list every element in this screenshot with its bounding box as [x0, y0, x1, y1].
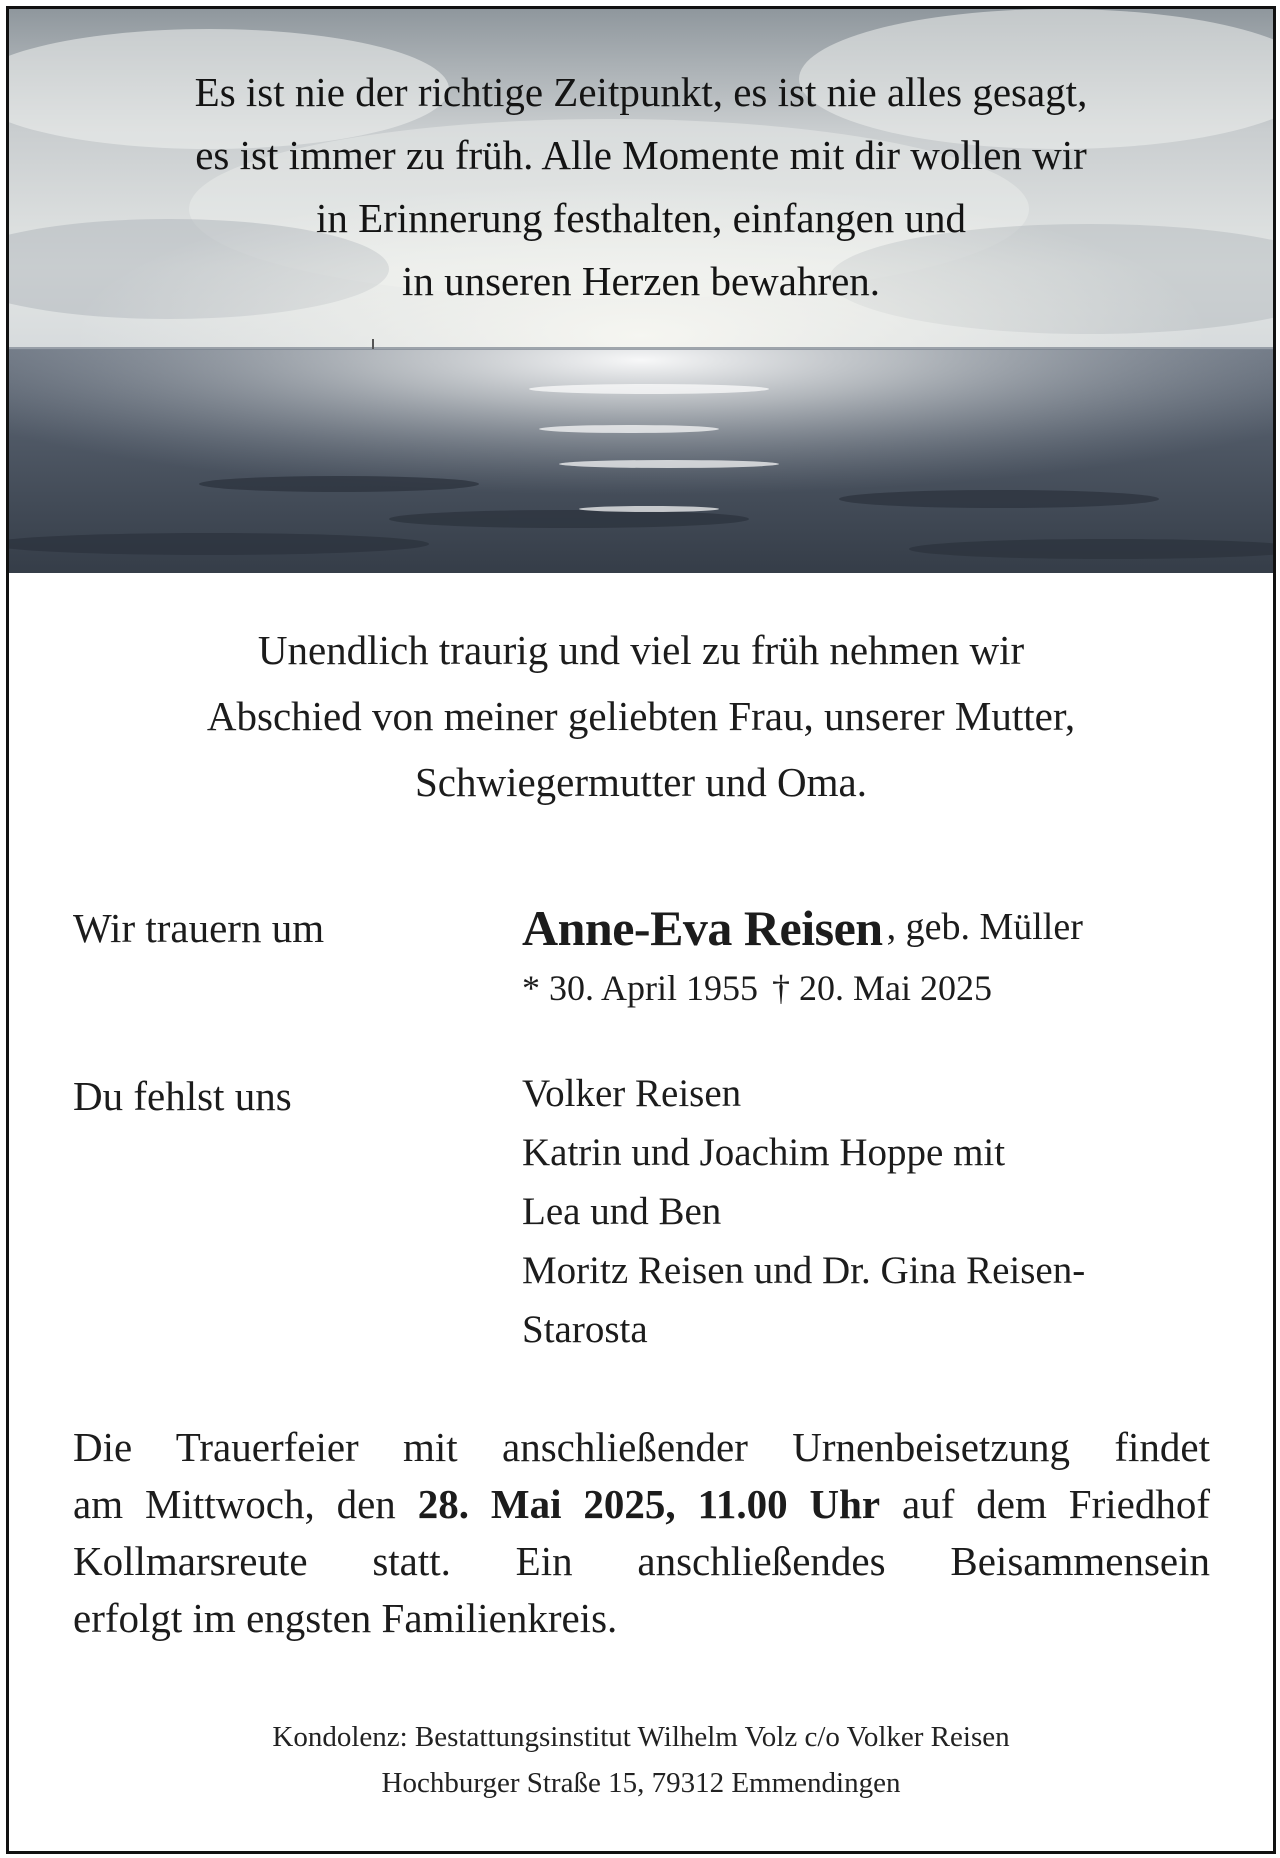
- birth-date: * 30. April 1955: [522, 968, 759, 1008]
- family-line: Volker Reisen: [522, 1072, 742, 1115]
- sea-photo-header: [9, 9, 1273, 573]
- family-list: [522, 1064, 1085, 1359]
- family-line: Moritz Reisen und Dr. Gina Reisen-: [522, 1249, 1086, 1292]
- service-line: erfolgt im engsten Familienkreis.: [73, 1595, 618, 1641]
- obituary-frame: [6, 6, 1276, 1854]
- condolence-address: Hochburger Straße 15, 79312 Emmendingen: [381, 1767, 901, 1799]
- condolence-footer: [9, 1714, 1273, 1806]
- intro-line: Abschied von meiner geliebten Frau, unserer Mutter,: [206, 693, 1076, 739]
- service-announcement: [73, 1419, 1210, 1647]
- death-date: † 20. Mai 2025: [772, 968, 993, 1008]
- service-date-time: 28. Mai 2025, 11.00 Uhr: [417, 1481, 881, 1527]
- deceased-name-line: [522, 899, 1083, 957]
- service-line: Die Trauerfeier mit anschließender Urnenbeisetzung findet: [73, 1424, 1210, 1470]
- mourning-label: Wir trauern um: [73, 905, 325, 951]
- intro-line: Unendlich traurig und viel zu früh nehmen wir: [257, 627, 1025, 673]
- life-dates: [522, 967, 992, 1009]
- family-line: Lea und Ben: [522, 1190, 722, 1233]
- maiden-name: , geb. Müller: [886, 906, 1083, 948]
- quote-line: in Erinnerung festhalten, einfangen und: [315, 195, 967, 241]
- family-label: Du fehlst uns: [73, 1073, 292, 1119]
- family-line: Katrin und Joachim Hoppe mit: [522, 1131, 1006, 1174]
- deceased-name: Anne-Eva Reisen: [522, 900, 883, 956]
- intro-line: Schwiegermutter und Oma.: [414, 759, 868, 805]
- quote-line: es ist immer zu früh. Alle Momente mit dir wollen wir: [195, 132, 1087, 178]
- quote-line: in unseren Herzen bewahren.: [401, 258, 881, 304]
- family-line: Starosta: [522, 1308, 648, 1351]
- service-line: Kollmarsreute statt. Ein anschließendes Beisammensein: [73, 1538, 1210, 1584]
- condolence-line: Kondolenz: Bestattungsinstitut Wilhelm Volz c/o Volker Reisen: [272, 1721, 1010, 1753]
- intro-text: [9, 617, 1273, 815]
- memorial-quote: [9, 61, 1273, 313]
- quote-line: Es ist nie der richtige Zeitpunkt, es ist nie alles gesagt,: [194, 69, 1088, 115]
- service-line: am Mittwoch, den 28. Mai 2025, 11.00 Uhr auf dem Friedhof: [73, 1481, 1211, 1527]
